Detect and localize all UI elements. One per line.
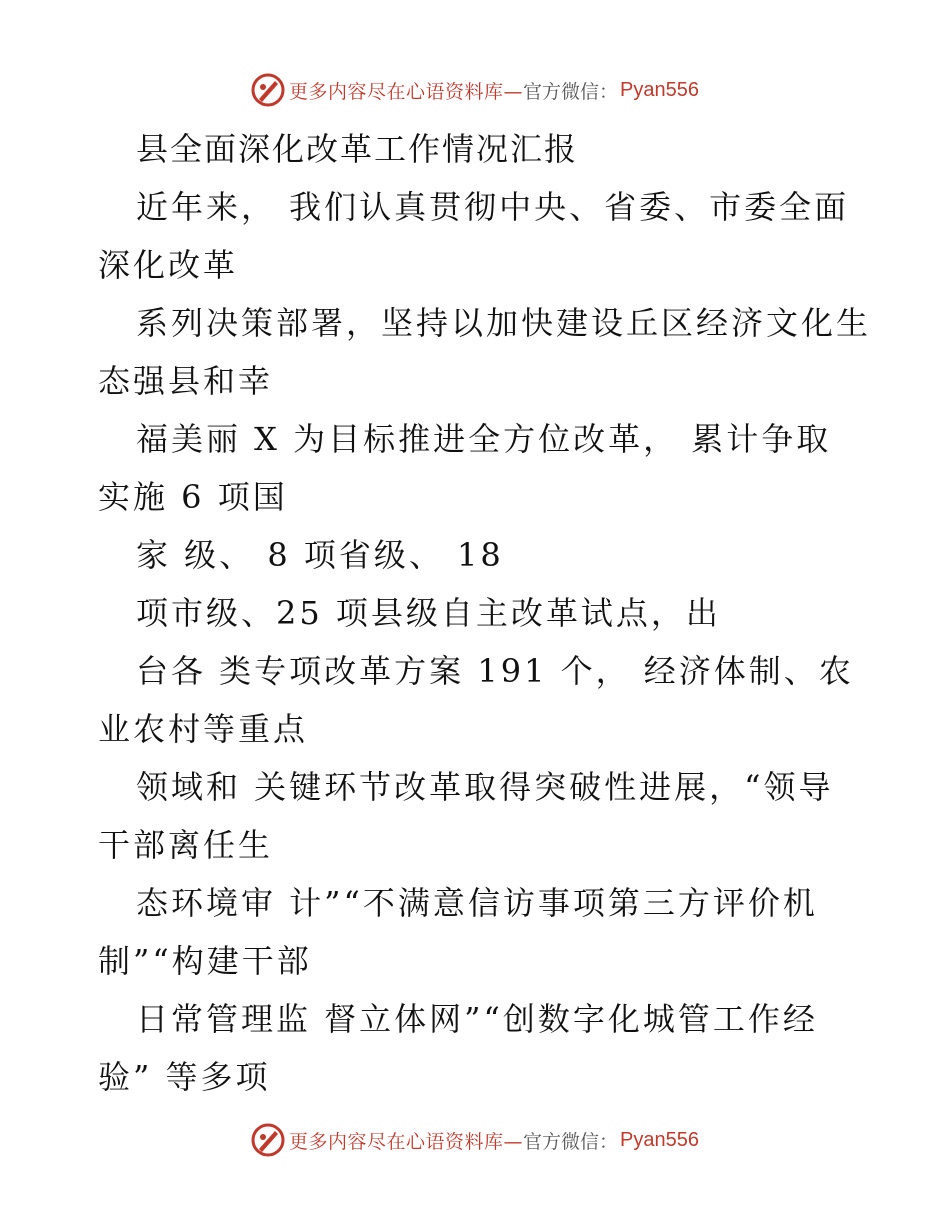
text-line: 深化改革 [98,246,239,284]
text-line: 福美丽 X 为目标推进全方位改革， 累计争取 [136,420,832,458]
wechat-label: 官方微信： [523,80,619,103]
wechat-label: 官方微信： [523,1130,619,1153]
text-line: 制”“构建干部 [98,942,312,980]
wechat-id: Pyan556 [620,1128,699,1151]
logo-icon [251,1123,285,1157]
text-line: 领域和 关键环节改革取得突破性进展，“领导 [136,768,834,806]
header-banner [0,70,950,110]
text-line: 干部离任生 [98,826,274,864]
banner-text: 更多内容尽在心语资料库— [289,80,524,103]
text-line: 项市级、25 项县级自主改革试点，出 [136,594,721,632]
wechat-id: Pyan556 [620,78,699,101]
text-line: 日常管理监 督立体网”“创数字化城管工作经 [136,1000,818,1038]
text-line: 实施 6 项国 [98,478,288,516]
document-body [98,120,872,1106]
text-line: 近年来， 我们认真贯彻中央、省委、市委全面 [136,188,850,226]
text-line: 系列决策部署，坚持以加快建设丘区经济文化生 [136,304,872,342]
text-line: 家 级、 8 项省级、 18 [136,536,504,574]
text-line: 态环境审 计”“不满意信访事项第三方评价机 [136,884,818,922]
logo-icon [251,73,285,107]
footer-banner [0,1120,950,1160]
text-line: 台各 类专项改革方案 191 个， 经济体制、农 [136,652,854,690]
document-title: 县全面深化改革工作情况汇报 [136,130,579,168]
banner-text: 更多内容尽在心语资料库— [289,1130,524,1153]
text-line: 态强县和幸 [98,362,274,400]
text-line: 业农村等重点 [98,710,309,748]
text-line: 验” 等多项 [98,1058,271,1096]
